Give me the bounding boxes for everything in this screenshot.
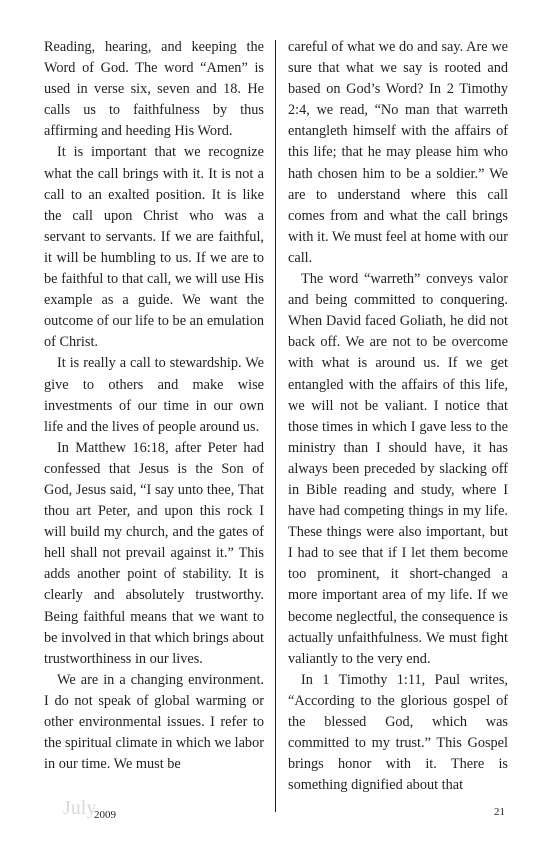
paragraph: In Matthew 16:18, after Peter had confessed that Jesus is the Son of God, Jesus said, “I say unto thee, That thou art Peter, and upon this rock I will build my church, and the gates of hell shall not prevail against it.” This adds another point of stability. It is clearly and absolutely trustworthy. Being faithful means that we want to be involved in that which brings about trustworthiness in our lives. bbox=[44, 439, 264, 667]
right-column bbox=[288, 37, 508, 796]
paragraph: careful of what we do and say. Are we sure that what we say is rooted and based on God’s Word? In 2 Timothy 2:4, we read, “No man that warreth entangleth himself with the affairs of this life; that he may please him who hath chosen him to be a soldier.” We are to understand where this call comes from and what the call brings with it. We must feel at home with our call. bbox=[288, 39, 508, 266]
footer-month: July bbox=[63, 797, 97, 819]
paragraph: It is really a call to stewardship. We give to others and make wise investments of our time in our own life and the lives of people around us. bbox=[44, 355, 264, 435]
left-column bbox=[44, 37, 264, 775]
paragraph: We are in a changing environment. I do not speak of global warming or other environmental issues. I refer to the spiritual climate in which we labor in our time. We must be bbox=[44, 671, 264, 773]
paragraph: It is important that we recognize what the call brings with it. It is not a call to an exalted position. It is like the call upon Christ who was a servant to servants. If we are faithful, it will be humbling to us. If we are to be faithful to that call, we will use His example as a guide. We want the outcome of our life to be an emulation of Christ. bbox=[44, 144, 264, 351]
paragraph: Reading, hearing, and keeping the Word of God. The word “Amen” is used in verse six, seven and 18. He calls us to faithfulness by thus affirming and heeding His Word. bbox=[44, 39, 264, 140]
footer-year: 2009 bbox=[94, 809, 116, 821]
page-number: 21 bbox=[494, 806, 505, 818]
column-divider bbox=[275, 40, 276, 812]
paragraph: In 1 Timothy 1:11, Paul writes, “According to the glorious gospel of the blessed God, which was committed to my trust.” This Gospel brings honor with it. There is something dignified about that bbox=[288, 671, 508, 794]
paragraph: The word “warreth” conveys valor and being committed to conquering. When David faced Goliath, he did not back off. We are not to be overcome with what is around us. If we get entangled with the affairs of this life, we will not be valiant. I notice that those times in which I gave less to the ministry than I should have, it has always been preceded by slacking off in Bible reading and study, where I have had competing things in my life. These things were also important, but I had to see that if I let them become too prominent, it short-changed a more important area of my life. If we become neglectful, the consequence is actually unfaithfulness. We must fight valiantly to the very end. bbox=[288, 271, 508, 667]
